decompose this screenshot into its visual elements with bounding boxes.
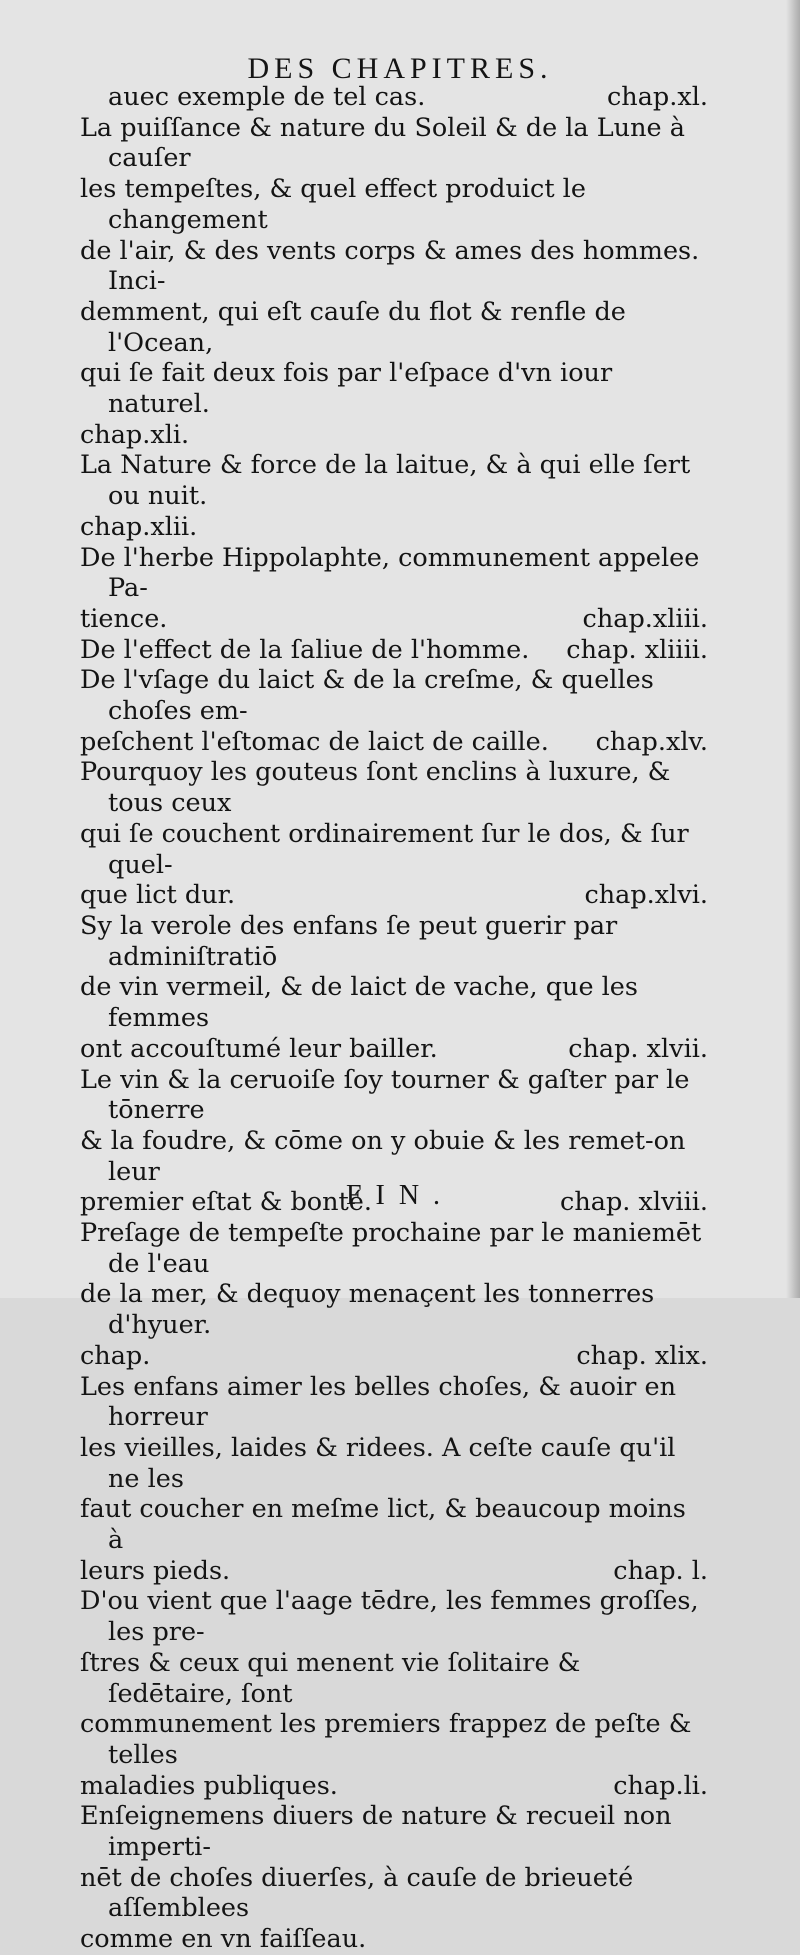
entry-line [80, 1924, 708, 1955]
entry-line [80, 1033, 708, 1065]
chapter-entry [80, 543, 708, 635]
entry-line [80, 972, 708, 1034]
entry-line [80, 1340, 708, 1372]
entry-text: maladies publiques. [80, 1770, 338, 1801]
entry-line [80, 235, 708, 297]
entry-text: chap.xli. [80, 419, 190, 450]
chapter-entry [80, 911, 708, 1065]
entry-text: & la foudre, & cōme on y obuie & les remet-on leur [80, 1125, 686, 1187]
entry-text: les vieilles, laides & ridees. A ceſte cauſe qu'il ne les [80, 1432, 676, 1494]
entry-text: communement les premiers frappez de peſte & telles [80, 1709, 692, 1770]
entry-line [80, 1709, 708, 1770]
entry-line [80, 542, 708, 604]
chapter-entry [80, 1218, 708, 1372]
table-of-contents [80, 82, 708, 1955]
entry-line [80, 1555, 708, 1587]
entry-line [80, 665, 708, 727]
entry-text: leurs pieds. [80, 1555, 231, 1586]
entry-line [108, 82, 708, 113]
entry-line [80, 1279, 708, 1341]
entry-text: Preſage de tempeſte prochaine par le maniemēt de l'eau [80, 1218, 702, 1279]
entry-text: de vin vermeil, & de laict de vache, que les femmes [80, 972, 638, 1034]
entry-text: Le vin & la ceruoiſe ſoy tourner & gaſter par le tōnerre [80, 1064, 690, 1126]
entry-line [80, 511, 708, 543]
entry-text: chap.xlii. [80, 511, 198, 542]
entry-line [80, 910, 708, 972]
chapter-reference: chap. xlviii. [560, 1187, 708, 1218]
chapter-reference: chap.xl. [607, 82, 708, 112]
finis: FIN. [345, 1180, 455, 1211]
entry-text: tience. [80, 603, 168, 634]
entry-text: De l'vſage du laict & de la creſme, & quelles choſes em- [80, 665, 654, 727]
entry-line [80, 1064, 708, 1126]
entry-text: les tempeſtes, & quel effect produict le changement [80, 174, 586, 235]
entry-text: premier eſtat & bonté. [80, 1187, 373, 1218]
entry-line [80, 1494, 708, 1556]
chapter-entry [80, 82, 708, 113]
entry-line [80, 174, 708, 235]
entry-text: ſtres & ceux qui menent vie ſolitaire & ſedētaire, ſont [80, 1647, 581, 1709]
entry-text: Pourquoy les gouteus ſont enclins à luxure, & tous ceux [80, 757, 671, 819]
entry-line [80, 634, 708, 666]
entry-text: peſchent l'eſtomac de laict de caille. [80, 726, 549, 757]
chapter-reference: chap. xlvii. [568, 1033, 708, 1064]
running-head: DES CHAPITRES. [247, 52, 553, 85]
entry-text: La Nature & force de la laitue, & à qui elle ſert ou nuit. [80, 450, 691, 512]
entry-text: que lict dur. [80, 880, 236, 911]
entry-text: auec exemple de tel cas. [108, 82, 426, 112]
entry-line [80, 450, 708, 512]
chapter-entry [80, 635, 708, 666]
chapter-entry [80, 113, 708, 451]
entry-line [80, 1801, 708, 1863]
entry-line [80, 1862, 708, 1924]
chapter-reference: chap.xlv. [595, 726, 708, 757]
entry-line [80, 757, 708, 819]
entry-text: qui ſe fait deux fois par l'eſpace d'vn iour naturel. [80, 358, 613, 420]
entry-line [80, 296, 708, 358]
chapter-reference: chap.li. [613, 1770, 708, 1801]
chapter-reference: chap. xliiii. [566, 634, 708, 665]
entry-text: Enſeignemens diuers de nature & recueil non imperti- [80, 1801, 672, 1863]
entry-text: nēt de choſes diuerſes, à cauſe de brieueté aſſemblees [80, 1862, 634, 1924]
entry-line [80, 1770, 708, 1802]
entry-text: comme en vn faiſſeau. [80, 1924, 367, 1955]
chapter-entry [80, 1586, 708, 1801]
entry-line [80, 112, 708, 174]
entry-line [80, 1586, 708, 1648]
entry-line [80, 1371, 708, 1433]
chapter-reference: chap.xlvi. [584, 880, 708, 911]
chapter-entry [80, 757, 708, 911]
entry-text: Les enfans aimer les belles choſes, & auoir en horreur [80, 1371, 676, 1433]
chapter-reference: chap. l. [613, 1555, 708, 1586]
entry-text: demment, qui eſt cauſe du flot & renfle de l'Ocean, [80, 296, 626, 358]
entry-line [80, 726, 708, 758]
entry-line [80, 1432, 708, 1494]
entry-text: ont accouſtumé leur bailler. [80, 1033, 438, 1064]
chapter-reference: chap.xliii. [582, 603, 708, 634]
entry-text: chap. [80, 1340, 151, 1371]
entry-line [80, 1647, 708, 1709]
chapter-entry [80, 1801, 708, 1955]
entry-line [80, 818, 708, 880]
entry-line [80, 1218, 708, 1279]
entry-text: qui ſe couchent ordinairement ſur le dos, & ſur quel- [80, 818, 689, 880]
entry-text: Sy la verole des enfans ſe peut guerir par adminiſtratiō [80, 910, 618, 972]
entry-line [80, 880, 708, 911]
entry-text: faut coucher en meſme lict, & beaucoup moins à [80, 1494, 686, 1556]
entry-text: La puiſſance & nature du Soleil & de la Lune à cauſer [80, 112, 685, 174]
entry-line [80, 419, 708, 451]
chapter-entry [80, 1372, 708, 1587]
entry-text: De l'effect de la ſaliue de l'homme. [80, 634, 530, 665]
entry-text: De l'herbe Hippolaphte, communement appelee Pa- [80, 542, 700, 604]
entry-line [80, 603, 708, 635]
chapter-entry [80, 450, 708, 542]
chapter-reference: chap. xlix. [576, 1340, 708, 1371]
entry-line [80, 1125, 708, 1187]
entry-text: de la mer, & dequoy menaçent les tonnerres d'hyuer. [80, 1279, 655, 1341]
entry-text: de l'air, & des vents corps & ames des hommes. Inci- [80, 235, 700, 297]
chapter-entry [80, 665, 708, 757]
entry-line [80, 358, 708, 420]
entry-text: D'ou vient que l'aage tēdre, les femmes groſſes, les pre- [80, 1586, 699, 1648]
